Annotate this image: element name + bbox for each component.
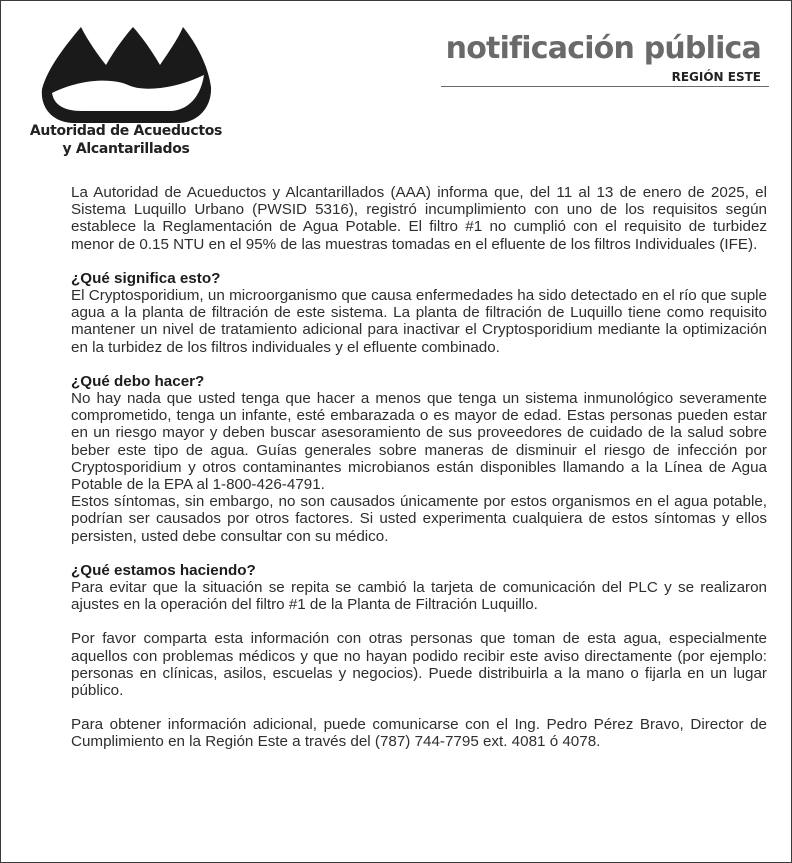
section-text-meaning: El Cryptosporidium, un microorganismo que causa enfermedades ha sido detectado en el río que suple agua a la planta de filtración de este sistema. La planta de filtración de Luquillo tiene como requisito mantener un nivel de tratamiento adicional para inactivar el Cryptosporidium mediante la optimización en la turbidez de los filtros individuales y el efluente combinado. xyxy=(71,287,767,356)
org-name-line2: y Alcantarillados xyxy=(62,141,190,157)
header-divider xyxy=(441,86,769,87)
spacer xyxy=(71,356,767,373)
intro-paragraph: La Autoridad de Acueductos y Alcantarillados (AAA) informa que, del 11 al 13 de enero de 2025, el Sistema Luquillo Urbano (PWSID 5316), registró incumplimiento con uno de los requisitos según establece la Reglamentación de Agua Potable. El filtro #1 no cumplió con el requisito de turbidez menor de 0.15 NTU en el 95% de las muestras tomadas en el efluente de los filtros Individuales (IFE). xyxy=(71,184,767,253)
spacer xyxy=(71,613,767,630)
section-heading-meaning: ¿Qué significa esto? xyxy=(71,269,221,287)
contact-paragraph: Para obtener información adicional, puede comunicarse con el Ing. Pedro Pérez Bravo, Director de Cumplimiento en la Región Este a través del (787) 744-7795 ext. 4081 ó 4078. xyxy=(71,716,767,751)
section-text-symptoms: Estos síntomas, sin embargo, no son causados únicamente por estos organismos en el agua potable, podrían ser causados por otros factores. Si usted experimenta cualquiera de estos síntomas y ellos persisten, usted debe consultar con su médico. xyxy=(71,493,767,545)
section-text-what-to-do: No hay nada que usted tenga que hacer a menos que tenga un sistema inmunológico severamente comprometido, tenga un infante, esté embarazada o es mayor de edad. Estas personas pueden estar en un riesgo mayor y deben buscar asesoramiento de sus proveedores de cuidado de la salud sobre beber este tipo de agua. Guías generales sobre maneras de disminuir el riesgo de infección por Cryptosporidium y otros contaminantes microbianos están disponibles llamando a la Línea de Agua Potable de la EPA al 1-800-426-4791. xyxy=(71,390,767,494)
spacer xyxy=(71,699,767,716)
organization-name xyxy=(21,122,231,158)
spacer xyxy=(71,545,767,562)
notice-title: notificación pública xyxy=(445,31,761,66)
section-heading-actions: ¿Qué estamos haciendo? xyxy=(71,561,256,579)
notice-body xyxy=(71,184,767,751)
section-heading-what-to-do: ¿Qué debo hacer? xyxy=(71,372,205,390)
share-paragraph: Por favor comparta esta información con otras personas que toman de esta agua, especialmente aquellos con problemas médicos y que no hayan podido recibir este aviso directamente (por ejemplo: personas en clínicas, asilos, escuelas y negocios). Puede distribuirla a la mano o fijarla en un lugar público. xyxy=(71,630,767,700)
aaa-logo-icon xyxy=(36,25,216,125)
region-label: REGIÓN ESTE xyxy=(671,70,761,84)
section-text-actions: Para evitar que la situación se repita se cambió la tarjeta de comunicación del PLC y se realizaron ajustes en la operación del filtro #1 de la Planta de Filtración Luquillo. xyxy=(71,579,767,614)
org-name-line1: Autoridad de Acueductos xyxy=(29,123,223,139)
spacer xyxy=(71,253,767,270)
